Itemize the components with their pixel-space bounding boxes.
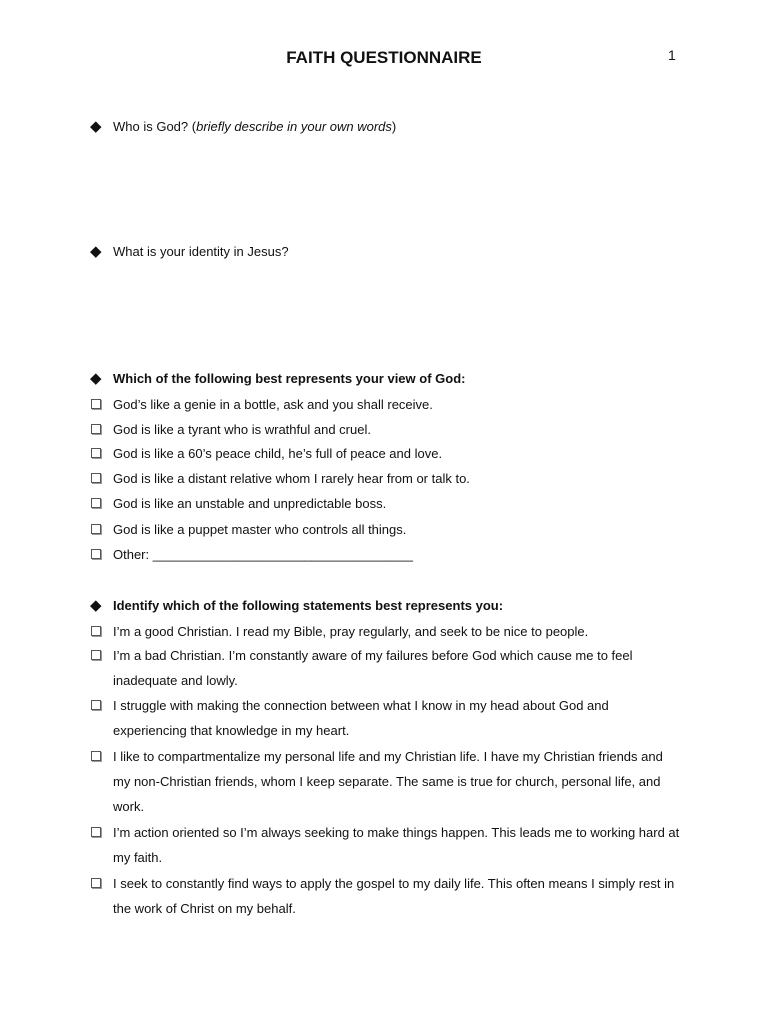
- diamond-bullet-icon: ◆: [90, 118, 102, 135]
- page-title: FAITH QUESTIONNAIRE: [286, 48, 482, 67]
- option-label: God is like a 60’s peace child, he’s full of peace and love.: [113, 446, 443, 461]
- checkbox[interactable]: [91, 448, 101, 458]
- option-label: God is like a tyrant who is wrathful and cruel.: [113, 422, 371, 437]
- option-label: I seek to constantly find ways to apply the gospel to my daily life. This often means I simply rest in the work of Christ on my behalf.: [113, 876, 675, 916]
- checkbox[interactable]: [91, 399, 101, 409]
- checkbox[interactable]: [91, 473, 101, 483]
- checkbox[interactable]: [91, 650, 101, 660]
- option-label: I’m a bad Christian. I’m constantly aware of my failures before God which cause me to feel inadequate and lowly.: [113, 648, 633, 688]
- option-label: I like to compartmentalize my personal life and my Christian life. I have my Christian friends and my non-Christian friends, whom I keep separate. The same is true for church, personal life, and work.: [113, 749, 663, 814]
- option-label: Other: ____________________________________: [113, 547, 414, 562]
- diamond-bullet-icon: ◆: [90, 243, 102, 260]
- checkbox[interactable]: [91, 878, 101, 888]
- checkbox[interactable]: [91, 700, 101, 710]
- question-text: What is your identity in Jesus?: [113, 244, 289, 259]
- question-hint: briefly describe in your own words: [196, 119, 392, 134]
- checkbox[interactable]: [91, 498, 101, 508]
- option-label: God is like a distant relative whom I rarely hear from or talk to.: [113, 471, 470, 486]
- page-number: 1: [668, 47, 676, 63]
- diamond-bullet-icon: ◆: [90, 370, 102, 387]
- option-label: God’s like a genie in a bottle, ask and you shall receive.: [113, 397, 433, 412]
- diamond-bullet-icon: ◆: [90, 597, 102, 614]
- option-label: I’m action oriented so I’m always seeking to make things happen. This leads me to working hard at my faith.: [113, 825, 680, 865]
- option-label: I’m a good Christian. I read my Bible, pray regularly, and seek to be nice to people.: [113, 624, 589, 639]
- option-label: I struggle with making the connection between what I know in my head about God and experiencing that knowledge in my heart.: [113, 698, 609, 738]
- checkbox[interactable]: [91, 827, 101, 837]
- question-text: Who is God? (briefly describe in your own words): [113, 119, 397, 134]
- checkbox[interactable]: [91, 424, 101, 434]
- checkbox[interactable]: [91, 626, 101, 636]
- question-text: Identify which of the following statements best represents you:: [113, 598, 504, 613]
- option-label: God is like a puppet master who controls all things.: [113, 522, 407, 537]
- checkbox[interactable]: [91, 524, 101, 534]
- option-label: God is like an unstable and unpredictable boss.: [113, 496, 387, 511]
- question-text: Which of the following best represents your view of God:: [113, 371, 466, 386]
- checkbox[interactable]: [91, 751, 101, 761]
- checkbox[interactable]: [91, 549, 101, 559]
